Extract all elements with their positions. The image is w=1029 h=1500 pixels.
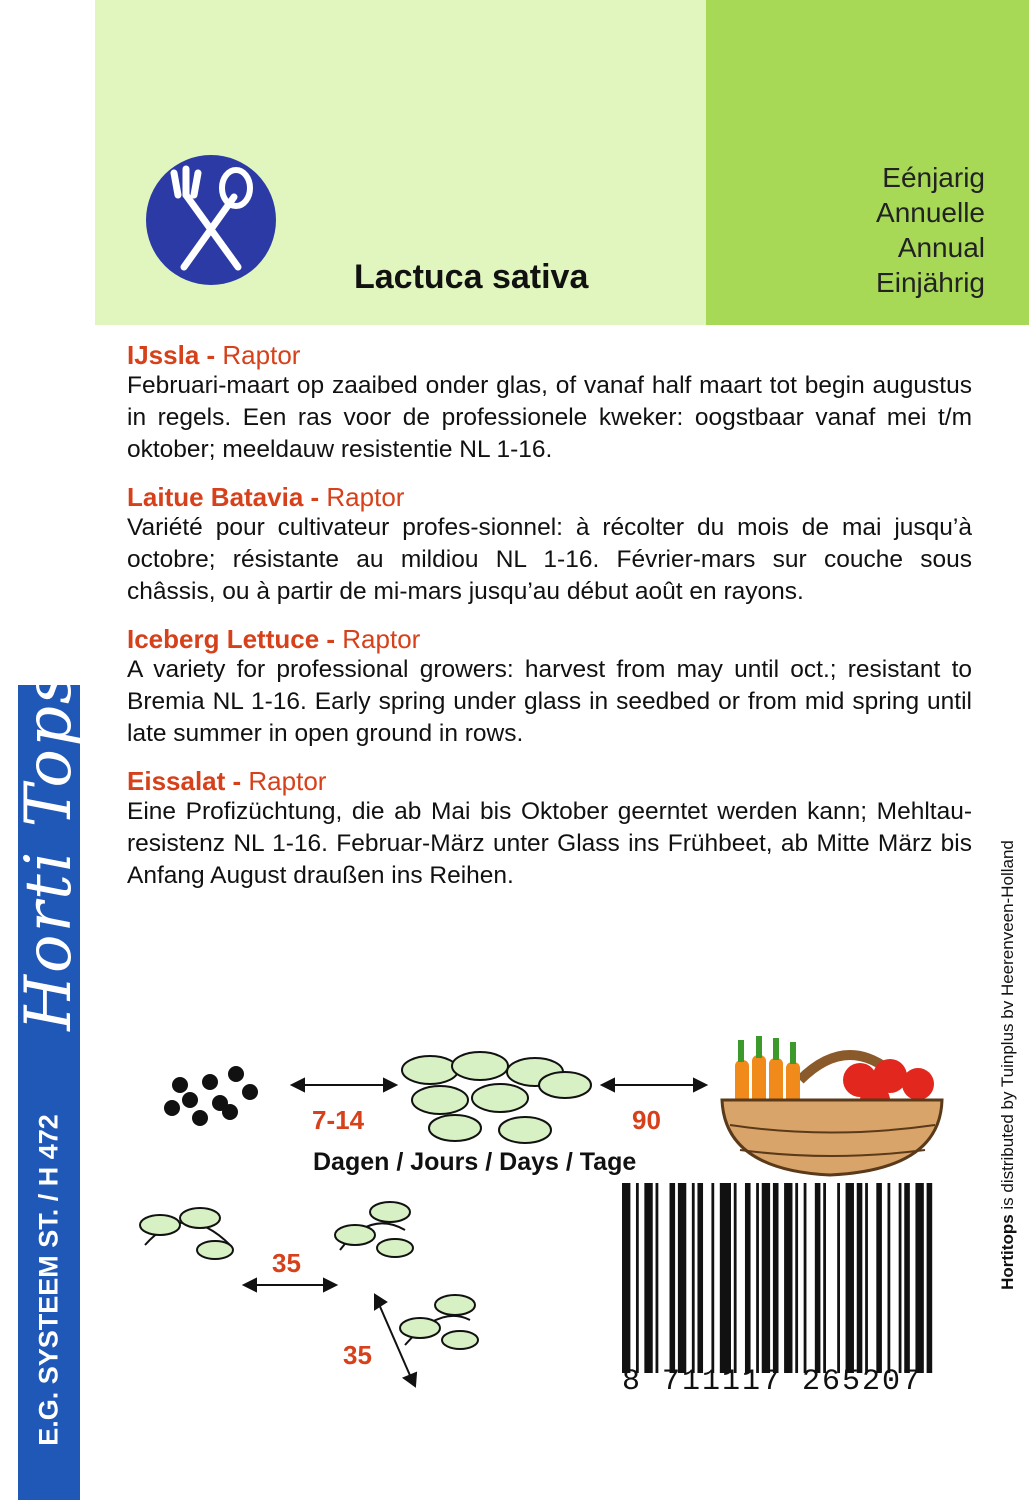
barcode-bar	[734, 1183, 737, 1373]
section-body: Variété pour cultivateur profes-sionnel: à récolter du mois de mai jusqu’à octobre; résistante au mildiou NL 1-16. Février-mars sur couche sous châssis, ou à partir de mi-mars jusqu’au début août en rayons.	[127, 514, 972, 605]
section-body: A variety for professional growers: harvest from may until oct.; resistant to Bremia NL 1-16. Early spring under glass in seedbed or from mid spring until late summer in open ground in rows.	[127, 656, 972, 747]
title-separator: -	[319, 624, 343, 654]
barcode-bar	[636, 1183, 639, 1373]
variety-cultivar: Raptor	[326, 482, 405, 512]
barcode-digits: 8 711117 265207	[622, 1365, 923, 1399]
barcode	[622, 1183, 935, 1373]
spacing-plants-icon	[140, 1202, 478, 1349]
vegetable-basket-icon	[722, 1036, 942, 1175]
barcode-bar	[876, 1183, 882, 1373]
variety-cultivar: Raptor	[248, 766, 327, 796]
barcode-bar	[622, 1183, 630, 1373]
barcode-bar	[773, 1183, 779, 1373]
barcode-bar	[678, 1183, 686, 1373]
plant-spacing: 35	[343, 1340, 372, 1370]
distributor-note	[998, 840, 1018, 1290]
variety-name: Eissalat	[127, 766, 226, 796]
barcode-bar	[904, 1183, 910, 1373]
seeds-icon	[164, 1066, 258, 1126]
barcode-bar	[804, 1183, 807, 1373]
barcode-bar	[887, 1183, 890, 1373]
lifecycle-en: Annual	[897, 232, 985, 263]
barcode-bar	[762, 1183, 770, 1373]
barcode-bar	[711, 1183, 714, 1373]
barcode-bar	[823, 1183, 826, 1373]
spacing-arrow-icon	[244, 1279, 416, 1386]
variety-cultivar: Raptor	[342, 624, 421, 654]
barcode-bar	[697, 1183, 703, 1373]
barcode-bar	[915, 1183, 923, 1373]
barcode-bar	[692, 1183, 695, 1373]
barcode-bar	[795, 1183, 798, 1373]
distributor-brand: Hortitops	[998, 1214, 1017, 1290]
lifecycle-de: Einjährig	[876, 267, 985, 298]
barcode-bar	[927, 1183, 933, 1373]
barcode-bar	[784, 1183, 792, 1373]
product-code: E.G. SYSTEEM ST. / H 472	[33, 1114, 64, 1446]
seedlings-icon	[402, 1052, 591, 1143]
arrow-icon	[292, 1079, 396, 1091]
harvest-days: 90	[632, 1105, 661, 1135]
title-separator: -	[199, 340, 223, 370]
barcode-bar	[865, 1183, 868, 1373]
variety-cultivar: Raptor	[222, 340, 301, 370]
barcode-bar	[756, 1183, 759, 1373]
distributor-text: is distributed by Tuinplus bv Heerenveen-Holland	[998, 840, 1017, 1215]
section-body: Eine Profizüchtung, die ab Mai bis Oktober geerntet werden kann; Mehltau-resistenz NL 1-16. Februar-März unter Glass ins Frühbeet, ab Mitte März bis Anfang August draußen ins Reihen.	[127, 798, 972, 889]
section-body: Februari-maart op zaaibed onder glas, of vanaf half maart tot begin augustus in regels. Een ras voor de professionele kweker: oogstbaar vanaf mei t/m oktober; meeldauw resistentie NL 1-16.	[127, 372, 972, 463]
barcode-bar	[846, 1183, 854, 1373]
brand-name: Horti Tops	[12, 669, 86, 1031]
lifecycle-nl: Eénjarig	[882, 162, 985, 193]
variety-name: Laitue Batavia	[127, 482, 304, 512]
latin-name: Lactuca sativa	[354, 258, 589, 296]
lifecycle-fr: Annuelle	[876, 197, 985, 228]
barcode-bar	[857, 1183, 863, 1373]
title-separator: -	[225, 766, 249, 796]
variety-name: Iceberg Lettuce	[127, 624, 320, 654]
barcode-bar	[656, 1183, 659, 1373]
barcode-bar	[644, 1183, 652, 1373]
barcode-bar	[745, 1183, 751, 1373]
barcode-bar	[815, 1183, 821, 1373]
days-label: Dagen / Jours / Days / Tage	[313, 1148, 637, 1176]
arrow-icon	[602, 1079, 706, 1091]
germination-days: 7-14	[312, 1105, 365, 1135]
row-spacing: 35	[272, 1248, 301, 1278]
barcode-bar	[720, 1183, 731, 1373]
barcode-bar	[837, 1183, 840, 1373]
barcode-bar	[670, 1183, 676, 1373]
variety-name: IJssla	[127, 340, 200, 370]
title-separator: -	[303, 482, 327, 512]
barcode-bar	[899, 1183, 902, 1373]
